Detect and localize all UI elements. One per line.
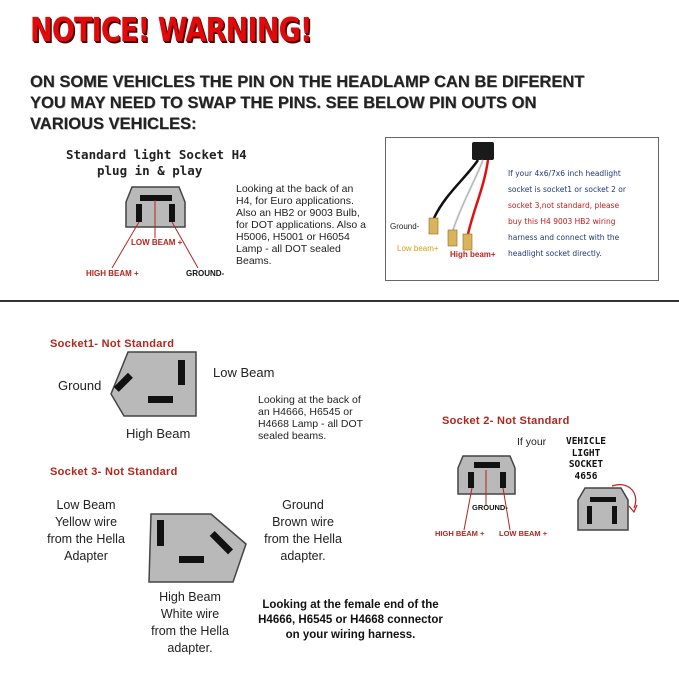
socket3-low-line: Adapter bbox=[64, 549, 108, 563]
socket3-title: Socket 3- Not Standard bbox=[50, 466, 178, 478]
standard-high-beam-label: HIGH BEAM + bbox=[86, 269, 139, 278]
socket1-title: Socket1- Not Standard bbox=[50, 338, 175, 350]
standard-ground-label: GROUND- bbox=[186, 269, 225, 278]
socket3-low-line: Yellow wire bbox=[54, 515, 118, 529]
intro-line: VARIOUS VEHICLES: bbox=[30, 115, 197, 133]
socket3-ground-line: Brown wire bbox=[272, 515, 334, 529]
socket1-description bbox=[258, 394, 398, 442]
desc-line: sealed beams. bbox=[258, 430, 327, 442]
socket3-ground-label bbox=[253, 497, 353, 565]
section-divider bbox=[0, 300, 679, 302]
socket2-ground-label: GROUND- bbox=[472, 503, 508, 512]
standard-socket-subtitle: plug in & play bbox=[97, 163, 203, 178]
standard-description bbox=[236, 183, 384, 267]
socket2-low-beam-label: LOW BEAM + bbox=[499, 529, 548, 538]
socket3-high-beam-label bbox=[140, 589, 240, 657]
socket3-diagram bbox=[143, 508, 253, 588]
socket1-high-beam-label: High Beam bbox=[126, 426, 191, 441]
harness-note-line: buy this H4 9003 HB2 wiring bbox=[508, 217, 616, 226]
desc-line: H5006, H5001 or H6054 bbox=[236, 231, 350, 243]
standard-low-beam-label: LOW BEAM + bbox=[131, 238, 183, 247]
socket1-low-beam-label: Low Beam bbox=[213, 365, 275, 380]
desc-line: Looking at the back of bbox=[258, 394, 361, 406]
intro-line: YOU MAY NEED TO SWAP THE PINS. SEE BELOW PIN OUTS ON bbox=[30, 94, 537, 112]
socket1-ground-label: Ground bbox=[58, 378, 102, 393]
female-note-line: on your wiring harness. bbox=[285, 629, 416, 641]
socket2-note-line: VEHICLE bbox=[565, 436, 607, 447]
socket3-ground-line: adapter. bbox=[280, 549, 326, 563]
desc-line: Looking at the back of an bbox=[236, 183, 354, 195]
harness-ground-label: Ground- bbox=[390, 222, 420, 231]
socket2-note-line: 4656 bbox=[574, 470, 598, 482]
socket2-note-line: LIGHT bbox=[571, 447, 601, 459]
notice-warning-title: NOTICE! WARNING! bbox=[30, 10, 312, 49]
socket3-high-line: adapter. bbox=[167, 641, 213, 655]
socket3-ground-line: from the Hella bbox=[264, 532, 342, 546]
harness-note-line: If your 4x6/7x6 inch headlight bbox=[508, 169, 621, 178]
desc-line: for DOT applications. Also a bbox=[236, 219, 366, 231]
socket3-low-line: from the Hella bbox=[47, 532, 125, 546]
intro-line: ON SOME VEHICLES THE PIN ON THE HEADLAMP CAN BE DIFERENT bbox=[30, 73, 585, 91]
female-note-line: H4666, H6545 or H4668 connector bbox=[258, 614, 443, 626]
harness-note-line: socket 3,not standard, please bbox=[508, 201, 620, 210]
socket3-low-beam-label bbox=[36, 497, 136, 565]
socket2-diagram bbox=[440, 447, 640, 540]
harness-note bbox=[508, 166, 658, 262]
desc-line: H4, for Euro applications. bbox=[236, 195, 354, 207]
standard-socket-title: Standard light Socket H4 bbox=[66, 147, 247, 162]
desc-line: Lamp - all DOT sealed bbox=[236, 243, 341, 255]
harness-note-line: headlight socket directly. bbox=[508, 249, 602, 258]
socket3-high-line: High Beam bbox=[159, 590, 221, 604]
socket3-high-line: White wire bbox=[160, 607, 220, 621]
socket2-note-line: SOCKET bbox=[568, 459, 604, 470]
harness-high-beam-label: High beam+ bbox=[450, 250, 496, 259]
female-note-line: Looking at the female end of the bbox=[262, 599, 439, 611]
desc-line: H4668 Lamp - all DOT bbox=[258, 418, 364, 430]
socket3-ground-line: Ground bbox=[282, 498, 324, 512]
harness-note-line: harness and connect with the bbox=[508, 233, 620, 242]
harness-low-beam-label: Low beam+ bbox=[397, 244, 439, 253]
socket3-high-line: from the Hella bbox=[151, 624, 229, 638]
desc-line: an H4666, H6545 or bbox=[258, 406, 353, 418]
harness-note-line: socket is socket1 or socket 2 or bbox=[508, 185, 626, 194]
standard-h4-socket-diagram bbox=[80, 180, 240, 280]
socket2-title: Socket 2- Not Standard bbox=[442, 415, 570, 427]
socket1-diagram bbox=[108, 350, 208, 425]
socket2-note-prefix: If your bbox=[517, 436, 547, 448]
socket3-low-line: Low Beam bbox=[56, 498, 116, 512]
desc-line: Beams. bbox=[236, 255, 272, 267]
socket2-high-beam-label: HIGH BEAM + bbox=[435, 529, 485, 538]
intro-text bbox=[30, 72, 584, 135]
desc-line: Also an HB2 or 9003 Bulb, bbox=[236, 207, 360, 219]
socket3-female-note bbox=[243, 598, 458, 643]
